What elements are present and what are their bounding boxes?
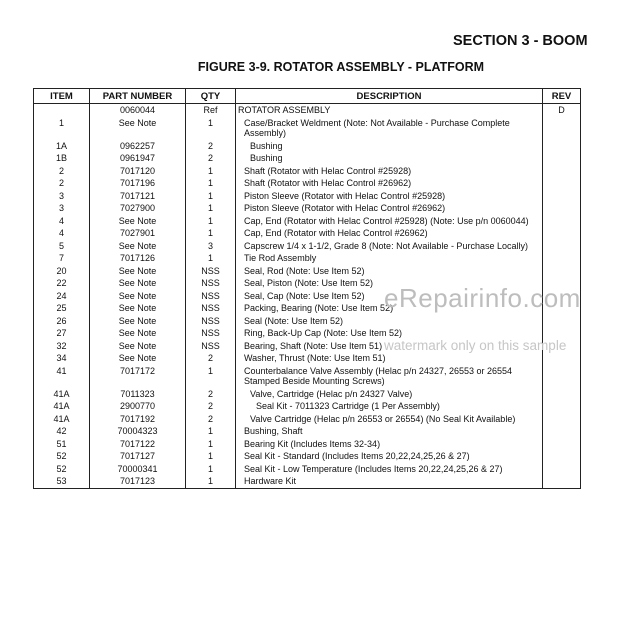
rev-cell (543, 315, 581, 328)
qty-cell: 2 (186, 400, 236, 413)
rev-cell (543, 117, 581, 140)
description-cell: Hardware Kit (236, 475, 543, 488)
qty-cell: 1 (186, 463, 236, 476)
description-cell: Tie Rod Assembly (236, 252, 543, 265)
table-row (34, 202, 581, 215)
qty-cell: 1 (186, 425, 236, 438)
part-number-cell: 0962257 (90, 140, 186, 153)
part-number-cell: See Note (90, 290, 186, 303)
figure-title: FIGURE 3-9. ROTATOR ASSEMBLY - PLATFORM (197, 60, 485, 74)
part-number-cell: See Note (90, 215, 186, 228)
rev-cell (543, 425, 581, 438)
qty-cell: 1 (186, 365, 236, 388)
item-cell: 34 (34, 352, 90, 365)
description-cell: Seal, Rod (Note: Use Item 52) (236, 265, 543, 278)
qty-cell: 2 (186, 152, 236, 165)
part-number-cell: 7017120 (90, 165, 186, 178)
table-row (34, 475, 581, 488)
rev-cell (543, 400, 581, 413)
description-cell: Valve Cartridge (Helac p/n 26553 or 26554) (No Seal Kit Available) (236, 413, 543, 426)
item-cell: 4 (34, 215, 90, 228)
table-row (34, 140, 581, 153)
part-number-cell: 7027900 (90, 202, 186, 215)
rev-cell (543, 202, 581, 215)
part-number-cell: See Note (90, 240, 186, 253)
item-cell: 3 (34, 190, 90, 203)
description-cell: Packing, Bearing (Note: Use Item 52) (236, 302, 543, 315)
item-cell: 41A (34, 400, 90, 413)
qty-cell: 1 (186, 475, 236, 488)
item-cell: 22 (34, 277, 90, 290)
table-row (34, 400, 581, 413)
rev-cell (543, 252, 581, 265)
description-cell: Bearing Kit (Includes Items 32-34) (236, 438, 543, 451)
table-row (34, 388, 581, 401)
rev-cell (543, 450, 581, 463)
part-number-cell: 7011323 (90, 388, 186, 401)
qty-cell: 1 (186, 177, 236, 190)
part-number-cell: 7017196 (90, 177, 186, 190)
description-cell: Valve, Cartridge (Helac p/n 24327 Valve) (236, 388, 543, 401)
table-row (34, 450, 581, 463)
qty-cell: 1 (186, 252, 236, 265)
part-number-cell: See Note (90, 352, 186, 365)
part-number-cell: See Note (90, 315, 186, 328)
table-row (34, 265, 581, 278)
description-cell: Seal Kit - Standard (Includes Items 20,22,24,25,26 & 27) (236, 450, 543, 463)
column-header-description: DESCRIPTION (236, 89, 543, 104)
item-cell (34, 104, 90, 117)
table-row (34, 252, 581, 265)
qty-cell: 1 (186, 215, 236, 228)
item-cell: 1B (34, 152, 90, 165)
column-header-rev: REV (543, 89, 581, 104)
watermark-brand: eRepairinfo.com (384, 283, 581, 313)
rev-cell (543, 463, 581, 476)
qty-cell: NSS (186, 277, 236, 290)
rev-cell (543, 227, 581, 240)
qty-cell: 1 (186, 202, 236, 215)
item-cell: 2 (34, 165, 90, 178)
description-cell: Capscrew 1/4 x 1-1/2, Grade 8 (Note: Not Available - Purchase Locally) (236, 240, 543, 253)
qty-cell: NSS (186, 290, 236, 303)
rev-cell (543, 215, 581, 228)
table-row (34, 152, 581, 165)
qty-cell: NSS (186, 340, 236, 353)
description-cell: Washer, Thrust (Note: Use Item 51) (236, 352, 543, 365)
part-number-cell: 0961947 (90, 152, 186, 165)
description-cell: Ring, Back-Up Cap (Note: Use Item 52) (236, 327, 543, 340)
part-number-cell: See Note (90, 277, 186, 290)
item-cell: 3 (34, 202, 90, 215)
description-cell: Shaft (Rotator with Helac Control #26962) (236, 177, 543, 190)
table-row (34, 177, 581, 190)
rev-cell (543, 475, 581, 488)
qty-cell: 2 (186, 388, 236, 401)
table-header-row (34, 89, 581, 104)
qty-cell: 2 (186, 352, 236, 365)
qty-cell: 1 (186, 117, 236, 140)
qty-cell: 1 (186, 438, 236, 451)
item-cell: 53 (34, 475, 90, 488)
qty-cell: 1 (186, 190, 236, 203)
qty-cell: NSS (186, 315, 236, 328)
part-number-cell: See Note (90, 340, 186, 353)
part-number-cell: 70004323 (90, 425, 186, 438)
item-cell: 25 (34, 302, 90, 315)
part-number-cell: 70000341 (90, 463, 186, 476)
item-cell: 41A (34, 413, 90, 426)
description-cell: Seal Kit - 7011323 Cartridge (1 Per Assembly) (236, 400, 543, 413)
qty-cell: 2 (186, 413, 236, 426)
item-cell: 1A (34, 140, 90, 153)
rev-cell (543, 190, 581, 203)
qty-cell: Ref (186, 104, 236, 117)
part-number-cell: 2900770 (90, 400, 186, 413)
part-number-cell: 0060044 (90, 104, 186, 117)
rev-cell (543, 152, 581, 165)
table-row (34, 104, 581, 117)
item-cell: 52 (34, 463, 90, 476)
table-row (34, 240, 581, 253)
description-cell: Seal (Note: Use Item 52) (236, 315, 543, 328)
part-number-cell: See Note (90, 117, 186, 140)
table-row (34, 352, 581, 365)
qty-cell: NSS (186, 265, 236, 278)
item-cell: 52 (34, 450, 90, 463)
qty-cell: 1 (186, 450, 236, 463)
rev-cell (543, 388, 581, 401)
item-cell: 41A (34, 388, 90, 401)
rev-cell (543, 413, 581, 426)
rev-cell (543, 352, 581, 365)
part-number-cell: See Note (90, 302, 186, 315)
table-row (34, 425, 581, 438)
item-cell: 7 (34, 252, 90, 265)
description-cell: ROTATOR ASSEMBLY (236, 104, 543, 117)
item-cell: 26 (34, 315, 90, 328)
qty-cell: 1 (186, 165, 236, 178)
qty-cell: 3 (186, 240, 236, 253)
table-row (34, 117, 581, 140)
item-cell: 42 (34, 425, 90, 438)
qty-cell: 1 (186, 227, 236, 240)
item-cell: 51 (34, 438, 90, 451)
item-cell: 24 (34, 290, 90, 303)
rev-cell (543, 165, 581, 178)
item-cell: 20 (34, 265, 90, 278)
column-header-item: ITEM (34, 89, 90, 104)
qty-cell: NSS (186, 302, 236, 315)
part-number-cell: 7017121 (90, 190, 186, 203)
watermark-note: watermark only on this sample (384, 338, 567, 353)
part-number-cell: 7017192 (90, 413, 186, 426)
item-cell: 41 (34, 365, 90, 388)
table-row (34, 365, 581, 388)
description-cell: Bearing, Shaft (Note: Use Item 51) (236, 340, 543, 353)
rev-cell (543, 140, 581, 153)
description-cell: Cap, End (Rotator with Helac Control #26962) (236, 227, 543, 240)
part-number-cell: 7027901 (90, 227, 186, 240)
qty-cell: 2 (186, 140, 236, 153)
description-cell: Counterbalance Valve Assembly (Helac p/n 24327, 26553 or 26554 Stamped Beside Mounting Screws) (236, 365, 543, 388)
section-heading: SECTION 3 - BOOM (453, 33, 588, 49)
description-cell: Cap, End (Rotator with Helac Control #25928) (Note: Use p/n 0060044) (236, 215, 543, 228)
table-row (34, 215, 581, 228)
description-cell: Bushing (236, 140, 543, 153)
description-cell: Seal, Piston (Note: Use Item 52) (236, 277, 543, 290)
table-row (34, 438, 581, 451)
part-number-cell: 7017172 (90, 365, 186, 388)
description-cell: Seal Kit - Low Temperature (Includes Items 20,22,24,25,26 & 27) (236, 463, 543, 476)
item-cell: 27 (34, 327, 90, 340)
table-row (34, 165, 581, 178)
table-row (34, 227, 581, 240)
part-number-cell: 7017122 (90, 438, 186, 451)
column-header-qty: QTY (186, 89, 236, 104)
part-number-cell: See Note (90, 265, 186, 278)
part-number-cell: 7017126 (90, 252, 186, 265)
table-row (34, 413, 581, 426)
part-number-cell: 7017127 (90, 450, 186, 463)
item-cell: 5 (34, 240, 90, 253)
table-row (34, 315, 581, 328)
rev-cell (543, 265, 581, 278)
description-cell: Case/Bracket Weldment (Note: Not Available - Purchase Complete Assembly) (236, 117, 543, 140)
rev-cell: D (543, 104, 581, 117)
part-number-cell: 7017123 (90, 475, 186, 488)
item-cell: 4 (34, 227, 90, 240)
item-cell: 2 (34, 177, 90, 190)
description-cell: Shaft (Rotator with Helac Control #25928) (236, 165, 543, 178)
qty-cell: NSS (186, 327, 236, 340)
column-header-part-number: PART NUMBER (90, 89, 186, 104)
table-row (34, 190, 581, 203)
description-cell: Bushing, Shaft (236, 425, 543, 438)
table-row (34, 463, 581, 476)
description-cell: Piston Sleeve (Rotator with Helac Control #25928) (236, 190, 543, 203)
rev-cell (543, 438, 581, 451)
rev-cell (543, 240, 581, 253)
description-cell: Seal, Cap (Note: Use Item 52) (236, 290, 543, 303)
item-cell: 32 (34, 340, 90, 353)
description-cell: Piston Sleeve (Rotator with Helac Control #26962) (236, 202, 543, 215)
part-number-cell: See Note (90, 327, 186, 340)
item-cell: 1 (34, 117, 90, 140)
rev-cell (543, 365, 581, 388)
rev-cell (543, 177, 581, 190)
description-cell: Bushing (236, 152, 543, 165)
